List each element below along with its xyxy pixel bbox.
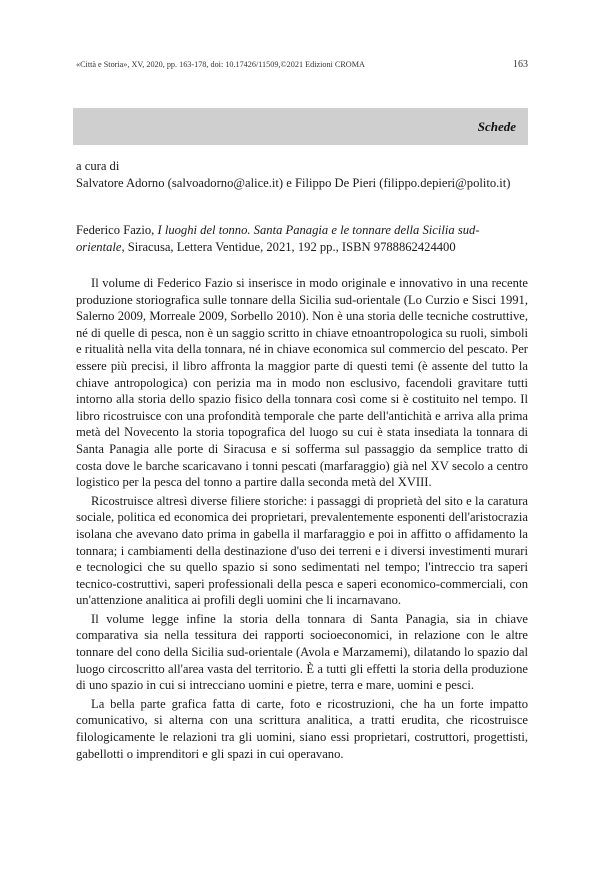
curators-intro: a cura di [76, 159, 120, 173]
book-citation [76, 222, 528, 255]
curators-names: Salvatore Adorno (salvoadorno@alice.it) e Filippo De Pieri (filippo.depieri@polito.it) [76, 176, 511, 190]
journal-citation: «Città e Storia», XV, 2020, pp. 163-178, doi: 10.17426/11509,©2021 Edizioni CROMA [76, 60, 365, 69]
paragraph: Il volume legge infine la storia della tonnara di Santa Panagia, sia in chiave comparativa sia nella tessitura dei rapporti socioeconomici, in relazione con le altre tonnare del cono della Sicilia sud-orientale (Avola e Marzamemi), dilatando lo spazio dal luogo circoscritto all'area vasta del territorio. È a tutti gli effetti la storia della produzione di uno spazio in cui si intrecciano uomini e pietre, terra e mare, uomini e pesci. [76, 611, 528, 693]
running-header [76, 60, 528, 76]
paragraph: La bella parte grafica fatta di carte, foto e ricostruzioni, che ha un forte impatto comunicativo, si alterna con una scrittura analitica, a tratti erudita, che ricostruisce filologicamente le relazioni tra gli uomini, siano essi proprietari, costruttori, progettisti, gabellotti o imprenditori e gli spazi in cui operavano. [76, 696, 528, 761]
book-title: I luoghi del tonno. Santa Panagia e le tonnare della Sicilia sud-orientale [76, 223, 480, 254]
review-body [76, 275, 528, 764]
paragraph: Ricostruisce altresì diverse filiere storiche: i passaggi di proprietà del sito e la caratura sociale, politica ed economica dei proprietari, prevalentemente esponenti dell'aristocrazia isolana che avevano dato prima in gabella il marfaraggio e poi in affitto o affidamento la tonnara; i cambiamenti della destinazione d'uso dei terreni e i diversi investimenti murari e tecnologici che su quello spazio si sono sedimentati nel tempo; l'intreccio tra saperi tecnico-costruttivi, saperi professionali della pesca e saperi economico-commerciali, con un'attenzione analitica ai profili degli uomini che li incarnavano. [76, 493, 528, 608]
book-publication-info: , Siracusa, Lettera Ventidue, 2021, 192 pp., ISBN 9788862424400 [121, 239, 456, 254]
section-title: Schede [477, 119, 516, 134]
page-number: 163 [513, 59, 528, 70]
section-banner [73, 108, 528, 145]
book-author: Federico Fazio, [76, 223, 158, 237]
curators-block [76, 158, 536, 192]
paragraph: Il volume di Federico Fazio si inserisce in modo originale e innovativo in una recente produzione storiografica sulle tonnare della Sicilia sud-orientale (Lo Curzio e Sisci 1991, Salerno 2009, Morreale 2009, Sorbello 2010). Non è una storia delle tecniche costruttive, né di quelle di pesca, non è un saggio scritto in chiave etnoantropologica su ruoli, simboli e ritualità nella vita della tonnara, né in chiave economica sul commercio del pescato. Per essere più precisi, il libro affronta la maggior parte di questi temi (è assente del tutto la chiave antropologica) con perizia ma in modo non esclusivo, facendoli gravitare tutti intorno alla storia dello spazio fisico della tonnara così come si è costituito nel tempo. Il libro ricostruisce con una profondità temporale che parte dell'antichità e arriva alla prima metà del Novecento la storia topografica del luogo su cui è stata insediata la tonnara di Santa Panagia alle porte di Siracusa e si sofferma sul passaggio da semplice tratto di costa dove le barche scaricavano i tonni pescati (marfaraggio) già nel XV secolo a centro logistico per la pesca del tonno a partire dalla seconda metà del XVIII. [76, 276, 528, 490]
